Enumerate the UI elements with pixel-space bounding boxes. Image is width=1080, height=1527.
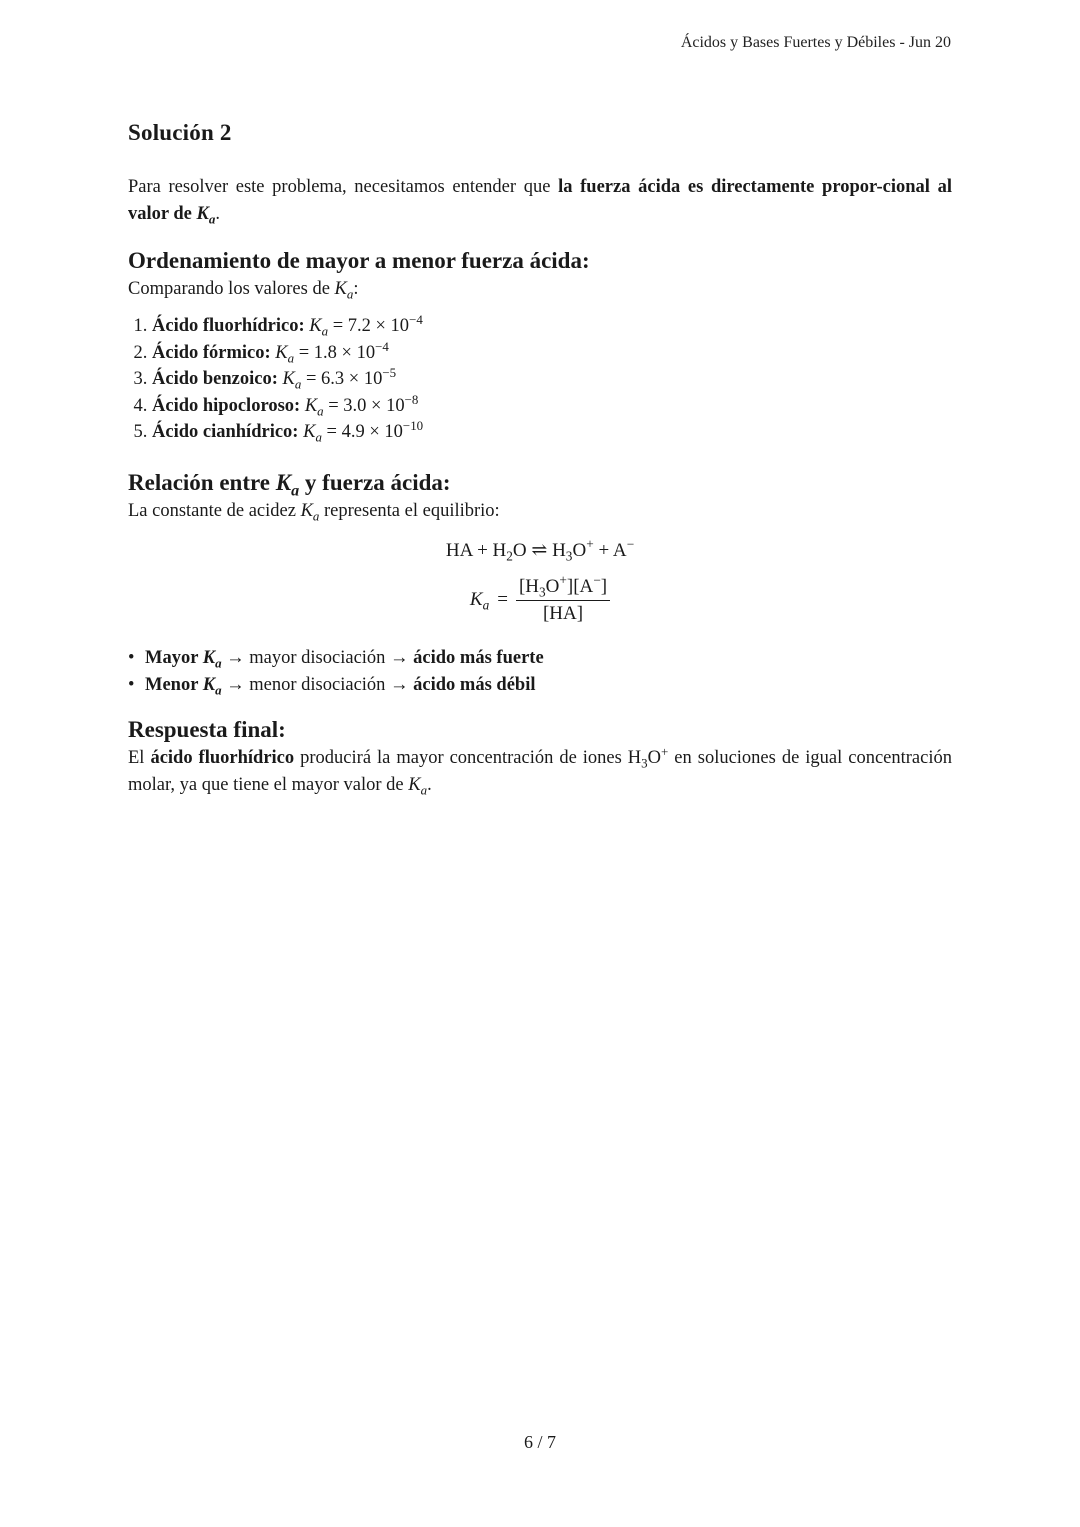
- ka-expression: $K_a$ = $\frac{[H_3O^+][A^-]}{[HA]}$: [128, 576, 952, 625]
- list-item: 5. Ácido cianhídrico: $K_a = 4.9 \times 10^{-10}$: [152, 419, 952, 446]
- list-item: 4. Ácido hipocloroso: $K_a = 3.0 \times 10^{-8}$: [152, 393, 952, 420]
- running-header: Ácidos y Bases Fuertes y Débiles - Jun 20: [680, 34, 951, 51]
- acid-ranking-list: [128, 313, 952, 446]
- fraction-numerator: $[H_3O^+][A^-]$: [516, 576, 610, 601]
- ka-fraction: [516, 572, 610, 625]
- relation-lead: La constante de acidez $K_a$ representa el equilibrio:: [128, 500, 500, 524]
- intro-paragraph: Para resolver este problema, necesitamos entender que la fuerza ácida es directamente propor-cional al valor de $K_a$.: [128, 177, 952, 227]
- list-item: • Mayor $K_a$ → mayor disociación → ácido más fuerte: [128, 645, 952, 672]
- list-item: 1. Ácido fluorhídrico: $K_a = 7.2 \times 10^{-4}$: [152, 313, 952, 340]
- ka-symbol: $K_a$: [196, 204, 216, 227]
- ka-strength-bullets: [128, 645, 952, 699]
- intro-text: Para resolver este problema, necesitamos entender que: [128, 177, 559, 197]
- list-item: 2. Ácido fórmico: $K_a = 1.8 \times 10^{-4}$: [152, 340, 952, 367]
- ka-symbol: $K_a$: [334, 279, 354, 302]
- list-item: 3. Ácido benzoico: $K_a = 6.3 \times 10^{-5}$: [152, 366, 952, 393]
- answer-paragraph: El ácido fluorhídrico producirá la mayor concentración de iones $H_3O^+$ en soluciones de igual concentración molar, ya que tiene el mayor valor de $K_a$.: [128, 743, 952, 798]
- page-number: 6 / 7: [523, 1432, 556, 1452]
- ordering-heading: Ordenamiento de mayor a menor fuerza ácida:: [128, 248, 590, 273]
- intro-bold-text: la fuerza ácida es directamente propor-cional al valor de $K_a$: [128, 177, 952, 227]
- solution-title: Solución 2: [128, 120, 232, 145]
- list-item: • Menor $K_a$ → menor disociación → ácido más débil: [128, 672, 952, 699]
- equilibrium-equation: HA + $H_2O$ ⇌ $H_3O^+ + A^-$: [445, 536, 635, 564]
- fraction-denominator: [HA]: [542, 602, 584, 624]
- relation-heading: Relación entre $K_a$ y fuerza ácida:: [128, 469, 451, 500]
- ordering-lead: Comparando los valores de $K_a$:: [128, 279, 359, 302]
- answer-heading: Respuesta final:: [128, 716, 286, 742]
- document-body: [128, 120, 952, 799]
